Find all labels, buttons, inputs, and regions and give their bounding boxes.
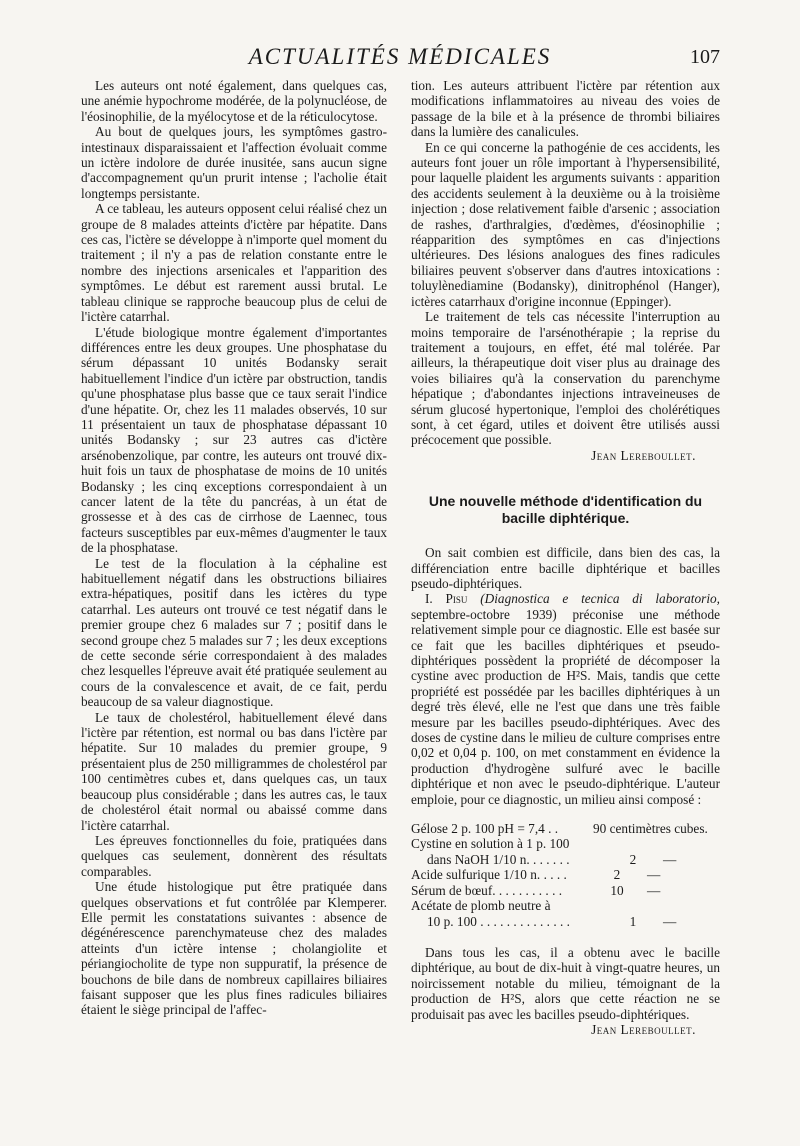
ingredient-quantity: 2 <box>613 867 621 883</box>
paragraph: L'étude biologique montre également d'importantes différences entre les deux groupes. Une phosphatase du sérum dépassant 10 unités Bodansky serait habituellement l'indice d'un ictère par obstruction, tandis qu'une phosphatase plus basse que ce taux serait l'indice d'une hépatite. Or, chez les 11 malades observés, 10 sur 11 présentaient un taux de phosphatase dépassant 10 unités Bodansky ; sur 23 autres cas d'ictère arsénobenzolique, par contre, les auteurs ont trouvé dix-huit fois un taux de phosphatase de moins de 10 unités Bodansky ; les cinq exceptions correspondaient à un cancer latent de la tête du pancréas, à un état de grossesse et à des cas de cirrhose de Laennec, tous facteurs susceptibles par eux-mêmes d'augmenter le taux de la phosphatase. <box>81 324 387 556</box>
author-name: I. Pisu <box>425 591 468 607</box>
ingredient-label: dans NaOH 1/10 n. . . . . . . <box>427 851 570 867</box>
journal-reference: (Diagnostica e tecnica di laboratorio, <box>480 591 720 607</box>
composition-row <box>411 867 720 882</box>
paragraph: Le traitement de tels cas nécessite l'interruption au moins temporaire de l'arsénothérapie ; la reprise du traitement a toujours, en effet, été mal tolérée. Par ailleurs, la thérapeutique doit viser plus au drainage des voies biliaires qu'à la conservation du parenchyme hépatique ; d'abondantes injections intraveineuses de sérum glucosé hypertonique, l'emploi des cholérétiques sont, à cet égard, utiles et doivent être utilisés aussi précocement que possible. <box>411 309 720 448</box>
page-number: 107 <box>690 46 720 68</box>
paragraph: Les épreuves fonctionnelles du foie, pratiquées dans quelques cas seulement, donnèrent des résultats comparables. <box>81 832 387 879</box>
paragraph: tion. Les auteurs attribuent l'ictère par rétention aux modifications inflammatoires au niveau des voies de passage de la bile et à la présence de thrombi biliaires dans la lumière des canalicules. <box>411 78 720 140</box>
composition-table <box>411 821 720 929</box>
ingredient-unit: — <box>647 882 661 898</box>
pisu-text: septembre-octobre 1939) préconise une méthode relativement simple pour ce diagnostic. Elle est basée sur ce fait que les bacilles diphtériques et pseudo-diphtériques possèdent la propriété de décomposer la cystine avec production de H²S. Mais, tandis que cette propriété est possédée par les bacilles diphtériques à un degré très élevé, elle ne l'est que dans une très faible mesure par les bacilles pseudo-diphtériques. Avec des doses de cystine dans le milieu de culture comprises entre 0,02 et 0,04 p. 100, on met constamment en évidence la production d'hydrogène sulfuré avec le bacille diphtérique et non avec le pseudo-diphtérique. L'auteur emploie, pour ce diagnostic, un milieu ainsi composé : <box>411 606 720 807</box>
conclusion-paragraph: Dans tous les cas, il a obtenu avec le bacille diphtérique, au bout de dix-huit à vingt-quatre heures, un noircissement notable du milieu, témoignant de la production de H²S, alors que cette réaction ne se produisait pas avec les bacilles pseudo-diphtériques. <box>411 944 720 1022</box>
ingredient-label: Acétate de plomb neutre à <box>411 898 551 914</box>
paragraph: A ce tableau, les auteurs opposent celui réalisé chez un groupe de 8 malades atteints d'ictère par hépatite. Dans ces cas, l'ictère se développe à n'importe quel moment du traitement ; il n'y a pas de relation constante entre le nombre des injections arsenicales et l'apparition des symptômes. Le début est rarement aussi brutal. Le tableau clinique se rapproche beaucoup plus de celui de l'ictère catarrhal. <box>81 201 387 325</box>
ingredient-quantity: 1 <box>629 913 637 929</box>
left-column <box>81 78 387 1018</box>
ingredient-quantity: 2 <box>629 851 637 867</box>
ingredient-unit: — <box>663 851 677 867</box>
intro-paragraph: On sait combien est difficile, dans bien des cas, la différenciation entre bacille diphtérique et bacilles pseudo-diphtériques. <box>411 545 720 591</box>
ingredient-unit: — <box>647 867 661 883</box>
composition-row <box>411 898 720 913</box>
composition-row <box>411 852 720 867</box>
composition-row <box>411 836 720 851</box>
ingredient-label: 10 p. 100 . . . . . . . . . . . . . . <box>427 913 570 929</box>
ingredient-label: Sérum de bœuf. . . . . . . . . . . <box>411 882 563 898</box>
paragraph: Au bout de quelques jours, les symptômes gastro-intestinaux disparaissaient et l'affection évoluait comme un ictère indolore de durée inusitée, sans aucun signe d'accompagnement qu'un prurit intense ; l'acholie était longtemps persistante. <box>81 124 387 201</box>
paragraph: En ce qui concerne la pathogénie de ces accidents, les auteurs font jouer un rôle important à l'hypersensibilité, pour laquelle plaident les arguments suivants : apparition des accidents seulement à la deuxième ou à la troisième injection ; dose relativement faible d'arsenic ; association de rashes, d'arthralgies, d'œdèmes, d'éosinophilie ; réapparition des symptômes en cas d'injections ultérieures. Des lésions analogues des fines radicules biliaires peuvent s'observer dans d'autres intoxications : toluylènediamine (Bodansky), dinitrophénol (Hanger), ictères catarrhaux d'origine inconnue (Eppinger). <box>411 139 720 309</box>
composition-row <box>411 883 720 898</box>
right-column <box>411 78 720 1037</box>
paragraph: Le test de la floculation à la céphaline est habituellement négatif dans les obstructions biliaires extra-hépatiques, positif dans les ictères du type catarrhal. Les auteurs ont trouvé ce test négatif dans le premier groupe chez 6 malades sur 7 ; positif dans le second groupe chez 5 malades sur 7 ; les deux exceptions de cette seconde série correspondaient à des malades chez lesquelles l'épreuve avait été pratiquée seulement au cours de la convalescence et avait, de ce fait, perdu beaucoup de sa valeur diagnostique. <box>81 555 387 710</box>
signature: Jean Lereboullet. <box>591 447 696 463</box>
paragraph: Les auteurs ont noté également, dans quelques cas, une anémie hypochrome modérée, de la polynucléose, de l'éosinophilie, de la myélocytose et de la réticulocytose. <box>81 78 387 124</box>
paragraph: Le taux de cholestérol, habituellement élevé dans l'ictère par rétention, est normal ou bas dans l'ictère par hépatite. Sur 10 malades du premier groupe, 9 présentaient plus de 250 milligrammes de cholestérol par 100 centimètres cubes et, dans quelques cas, un taux beaucoup plus considérable ; dans les autres cas, le taux de cholestérol était normal ou abaissé comme dans l'ictère catarrhal. <box>81 709 387 833</box>
ingredient-label: Cystine en solution à 1 p. 100 <box>411 836 570 852</box>
ingredient-label: Gélose 2 p. 100 pH = 7,4 . . <box>411 821 559 837</box>
ingredient-unit: — <box>663 913 677 929</box>
ingredient-quantity: 10 <box>610 882 624 898</box>
composition-row <box>411 821 720 836</box>
paragraph: Une étude histologique put être pratiquée dans quelques observations et fut contrôlée par Klemperer. Elle permit les constatations suivantes : absence de dégénérescence parenchymateuse chez des malades atteints d'un ictère intense ; cholangiolite et périangiocholite de type non suppuratif, la présence de bouchons de bile dans de nombreux capillaires biliaires faisant supposer que les plus fines radicules biliaires étaient le siège principal de l'affec- <box>81 879 387 1018</box>
running-title: ACTUALITÉS MÉDICALES <box>248 44 552 69</box>
pisu-paragraph <box>411 591 720 807</box>
section-title: Une nouvelle méthode d'identification du bacille diphtérique. <box>428 493 703 527</box>
ingredient-label: Acide sulfurique 1/10 n. . . . . <box>411 867 567 883</box>
page-header <box>80 44 720 74</box>
ingredient-quantity: 90 centimètres cubes. <box>593 821 708 837</box>
composition-row <box>411 914 720 929</box>
signature: Jean Lereboullet. <box>591 1021 696 1037</box>
article-continuation <box>411 78 720 448</box>
